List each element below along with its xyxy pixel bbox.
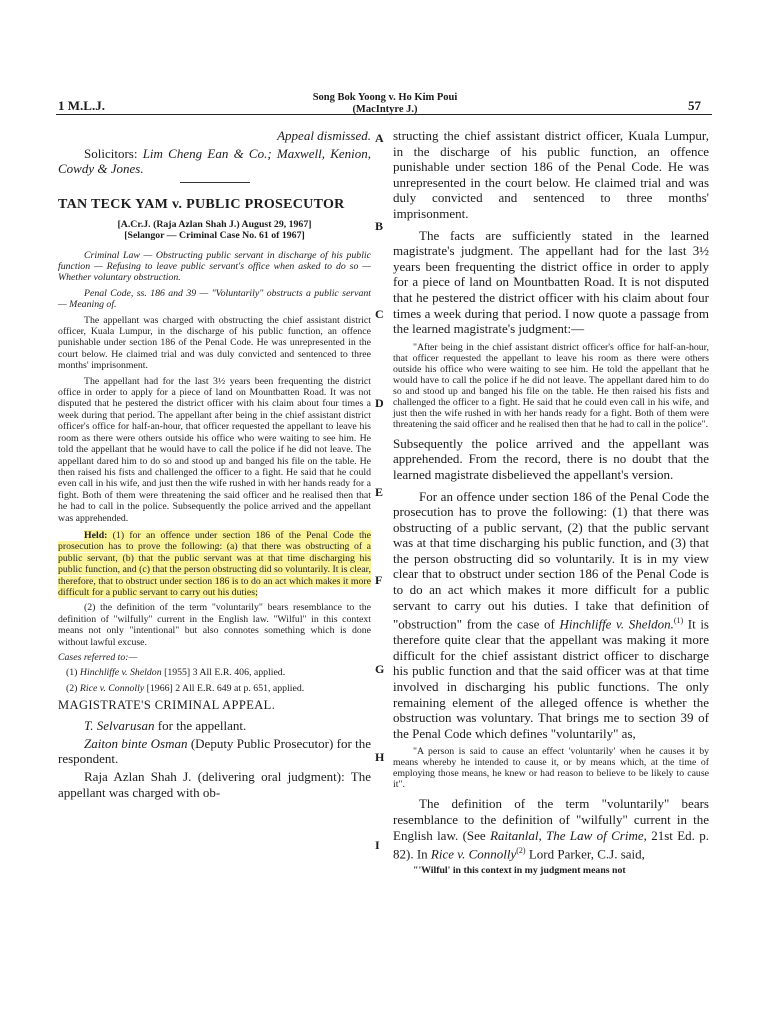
counsel-respondent-name: Zaiton binte Osman — [84, 735, 188, 751]
running-header-case-name: Song Bok Yoong v. Ho Kim Poui — [312, 92, 458, 103]
held-paragraph-1 — [58, 530, 371, 598]
margin-letter-h: H — [375, 750, 385, 764]
section-divider — [180, 182, 250, 183]
counsel-appellant-role: for the appellant. — [157, 718, 247, 734]
case-reference-2-name: Rice v. Connolly — [79, 682, 145, 694]
case-reference-2-report: [1966] 2 All E.R. 649 at p. 651, applied. — [146, 682, 305, 694]
header-rule — [56, 114, 712, 115]
case-reference-1 — [58, 667, 371, 678]
appeal-result: Appeal dismissed. — [277, 128, 371, 143]
appeal-heading: MAGISTRATE'S CRIMINAL APPEAL. — [58, 698, 276, 713]
case-citation-rice: Rice v. Connolly — [430, 846, 517, 862]
judgment-opening: Raja Azlan Shah J. (delivering oral judgment): The appellant was charged with ob- — [58, 769, 371, 800]
case-reference-1-report: [1955] 3 All E.R. 406, applied. — [164, 667, 286, 679]
running-header-judge: (MacIntyre J.) — [352, 104, 418, 115]
book-citation-raitanlal: Raitanlal, The Law of Crime, — [490, 827, 647, 843]
case-citation-hinchliffe: Hinchliffe v. Sheldon. — [559, 616, 674, 632]
margin-letter-d: D — [375, 396, 384, 410]
judgment-paragraph-5-start: The definition of the term "voluntarily" bears resemblance to the definition of "wilfully" current in the English law. (See — [393, 796, 709, 843]
judgment-paragraph-4-end: It is therefore quite clear that the appellant was making it more difficult for the chief assistant district officer to discharge his public function and that the said officer was at that time involved in discharging his public functions. The only remaining element of the alleged offence is whether the obstruction was voluntary. That brings me to section 39 of the Penal Code which defines "voluntarily" as, — [393, 616, 709, 741]
running-header-citation: 1 M.L.J. — [58, 98, 105, 113]
judgment-paragraph-4-start: For an offence under section 186 of the Penal Code the prosecution has to prove the following: (1) that there was obstructing of a public servant, (2) that the public servant was at that time discharging his public function, and (3) that the person obstructing did so voluntarily. It is in my view clear that to obstruct under section 186 of the Penal Code is to do an act which makes it more difficult for a public servant to carry out his duties. I take that definition of "obstruction" from the case of — [393, 488, 709, 632]
solicitors — [58, 146, 371, 177]
judgment-paragraph-5 — [393, 796, 709, 862]
judgment-paragraph-1: structing the chief assistant district officer, Kuala Lumpur, in the discharge of his public function, an offence punishable under section 186 of the Penal Code. He was unrepresented in the court below. He claimed trial and was duly convicted and sentenced to three months' imprisonment. — [393, 128, 709, 221]
catchwords-criminal-law: Criminal Law — Obstructing public servant in discharge of his public function — Refusing to leave public servant's office when asked to do so — Whether voluntary obstruction. — [58, 249, 371, 284]
margin-letter-c: C — [375, 307, 384, 321]
cases-referred-label: Cases referred to:— — [58, 652, 138, 663]
case-title: TAN TECK YAM v. PUBLIC PROSECUTOR — [58, 196, 345, 212]
margin-letter-g: G — [375, 662, 385, 676]
held-label: Held: — [84, 529, 108, 541]
judgment-paragraph-5-middle: 21st Ed. p. 82). In — [393, 827, 710, 862]
footnote-ref-1: (1) — [673, 616, 684, 626]
counsel-respondent-role: (Deputy Public Prosecutor) for the respondent. — [58, 735, 371, 767]
running-header-case — [260, 92, 510, 116]
margin-letter-e: E — [375, 485, 384, 499]
magistrate-quote: "After being in the chief assistant district officer's office for half-an-hour, that officer requested the appellant to leave his room as there were others outside his office who were waiting to see him. He told the appellant that he would have to call the police if he did not leave. The appellant dared him to do so and stood up and banged his file on the table. He then raised his fists and challenged the officer to a fight. He said that he could even call in his wife, and just then the wife rushed in with her hands ready for a fight. Both of them were threatening the said officer and he realised then that he had to call in the police". — [393, 341, 709, 430]
headnote-paragraph-1: The appellant was charged with obstructing the chief assistant district officer, Kuala Lumpur, in the discharge of his public function, an offence punishable under section 186 of the Penal Code. He was unrepresented in the court below. He claimed trial and was duly convicted and sentenced to three months' imprisonment. — [58, 314, 371, 372]
solicitors-label: Solicitors: — [84, 145, 138, 161]
case-reference-1-number: (1) — [66, 667, 78, 679]
counsel-appellant-name: T. Selvarusan — [84, 718, 155, 734]
catchwords-penal-code: Penal Code, ss. 186 and 39 — "Voluntarily" obstructs a public servant — Meaning of. — [58, 287, 371, 311]
margin-letter-f: F — [375, 573, 383, 587]
judgment-paragraph-5-end: Lord Parker, C.J. said, — [528, 846, 645, 862]
case-reference-2 — [58, 683, 371, 694]
counsel-appellant — [58, 718, 371, 734]
judgment-paragraph-2: The facts are sufficiently stated in the learned magistrate's judgment. The appellant had for the last 3½ years been frequenting the district office in order to apply for a piece of land on Mountbatten Road. It is not disputed that he pestered the district officer with his claim about four times a week during that period. I now quote a passage from the learned magistrate's judgment:— — [393, 227, 709, 337]
case-reference-1-name: Hinchliffe v. Sheldon — [79, 667, 162, 679]
held-text: (1) for an offence under section 186 of the Penal Code the prosecution has to prove the following: (a) that there was obstructing of a public servant, (b) that the public servant was at that time discharging his public function, and (c) that the person obstructing did so voluntarily. It is clear, therefore, that to obstruct under section 186 is to do an act which makes it more difficult for a public servant to carry out his duties; — [58, 529, 371, 598]
left-column — [58, 128, 371, 802]
solicitors-names: Lim Cheng Ean & Co.; Maxwell, Kenion, Cowdy & Jones. — [58, 145, 371, 177]
judgment-paragraph-4 — [393, 489, 709, 742]
headnote-paragraph-2: The appellant had for the last 3½ years been frequenting the district office in order to apply for a piece of land on Mountbatten Road. It was not disputed that he pestered the district officer with his claim about four times a week during that period. The appellant after being in the chief assistant district officer's office for half-an-hour, that officer requested the appellant to leave his room as there were others outside his office who were waiting to see him. He told the appellant that he would have to call the police if he did not leave. The appellant dared him to do so and stood up and banged his file on the table. He then raised his fists and challenged the officer to a fight. He said that he could even call in his wife, and just then the wife rushed in with her hands ready for a fight. Both of them were threatening the said officer and he realised then that he had to call in the police. Subsequently the police arrived and the appellant was apprehended. — [58, 375, 371, 524]
case-citation: [A.Cr.J. (Raja Azlan Shah J.) August 29, 1967] — [117, 218, 312, 230]
case-reference-2-number: (2) — [66, 682, 78, 694]
held-paragraph-2: (2) the definition of the term "voluntarily" bears resemblance to the definition of "wilfully" current in the English law. "Wilful" in this context means not only "intentional" but also connotes something which is done without lawful excuse. — [58, 602, 371, 648]
judgment-paragraph-3: Subsequently the police arrived and the appellant was apprehended. From the record, there is no doubt that the learned magistrate disbelieved the appellant's version. — [393, 435, 709, 482]
margin-letter-a: A — [375, 131, 384, 145]
margin-letter-b: B — [375, 219, 384, 233]
case-court: [Selangor — Criminal Case No. 61 of 1967] — [124, 230, 305, 242]
margin-letter-i: I — [375, 838, 380, 852]
section-39-quote: "A person is said to cause an effect 'voluntarily' when he causes it by means whereby he intended to cause it, or by means which, at the time of employing those means, he knew or had reason to believe to be likely to cause it". — [393, 746, 709, 791]
right-column — [393, 128, 709, 882]
page-number: 57 — [688, 98, 701, 113]
wilful-quote-start: "'Wilful' in this context in my judgment means not — [413, 865, 626, 877]
footnote-ref-2: (2) — [516, 846, 526, 856]
counsel-respondent — [58, 736, 371, 767]
